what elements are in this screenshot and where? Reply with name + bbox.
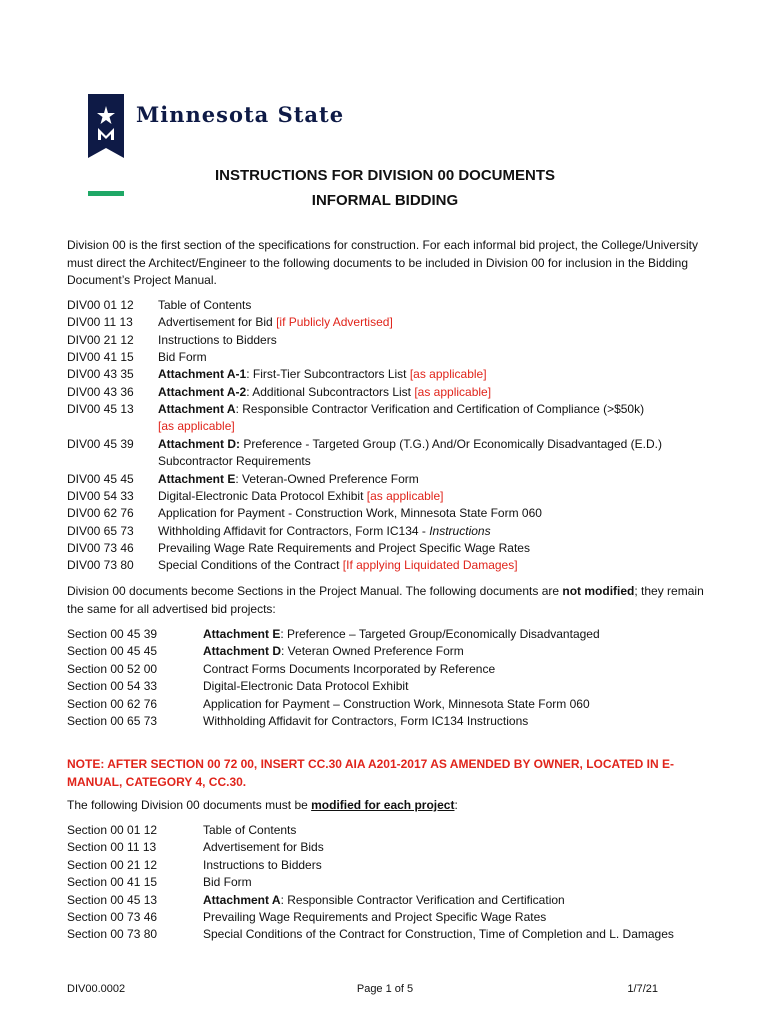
footer-doc-id: DIV00.0002 — [67, 983, 126, 995]
section-title — [203, 874, 252, 891]
section-text: : Responsible Contractor Verification and Certification of Compliance (>$50k) — [235, 402, 645, 417]
modified-paragraph — [67, 797, 707, 815]
section-code: Section 00 45 39 — [67, 627, 158, 641]
section-title — [158, 314, 393, 331]
section-text: Withholding Affidavit for Contractors, Form IC134 - — [158, 523, 430, 538]
paragraph-text: The following Division 00 documents must be — [67, 798, 312, 812]
section-code: Section 00 45 13 — [67, 892, 158, 907]
section-title — [203, 678, 408, 695]
section-code: DIV00 21 12 — [67, 332, 134, 347]
section-text: : Responsible Contractor Verification and Certification — [280, 892, 565, 907]
section-title — [203, 839, 324, 856]
applicability-note: [as applicable] — [414, 384, 492, 399]
section-title — [158, 297, 251, 314]
section-text: Table of Contents — [158, 298, 252, 312]
section-text: : Preference – Targeted Group/Economically Disadvantaged — [280, 627, 600, 641]
section-text: : Additional Subcontractors List — [246, 384, 415, 399]
attachment-label: Attachment E — [158, 471, 236, 486]
section-title — [203, 857, 322, 874]
section-text: Bid Form — [158, 350, 207, 365]
applicability-note: [as applicable] — [158, 419, 235, 434]
section-code: DIV00 62 76 — [67, 506, 134, 521]
footer-page-number: Page 1 of 5 — [356, 983, 414, 995]
intro-paragraph: Division 00 is the first section of the specifications for construction. For each informal bid project, the College/University must direct the Architect/Engineer to the following documents to be included in Division 00 for inclusion in the Bidding Document’s Project Manual. — [67, 238, 698, 287]
section-text: : First-Tier Subcontractors List — [246, 367, 410, 382]
section-title — [158, 488, 443, 505]
section-title — [203, 643, 464, 660]
section-text: : Veteran Owned Preference Form — [281, 644, 464, 659]
section-code: Section 00 73 80 — [67, 927, 158, 942]
section-text: Preference - Targeted Group (T.G.) And/Or Economically Disadvantaged (E.D.) — [240, 436, 662, 451]
section-code: Section 00 52 00 — [67, 661, 158, 676]
emphasis-text: modified for each project — [311, 798, 455, 812]
paragraph-text: : — [454, 798, 458, 812]
section-code: Section 00 45 45 — [67, 644, 158, 659]
section-title — [203, 926, 674, 943]
section-code: Section 00 54 33 — [67, 679, 158, 694]
section-title — [203, 713, 528, 730]
section-title — [158, 557, 518, 574]
section-code: DIV00 41 15 — [67, 350, 134, 365]
section-title — [203, 822, 296, 839]
section-title — [158, 471, 419, 488]
section-title — [158, 332, 277, 349]
applicability-note: [if Publicly Advertised] — [276, 315, 393, 330]
section-title — [158, 366, 487, 383]
section-code: Section 00 11 13 — [67, 840, 157, 855]
section-code: DIV00 73 80 — [67, 558, 134, 573]
section-title — [203, 661, 495, 678]
attachment-label: Attachment A — [158, 402, 236, 417]
section-text: Withholding Affidavit for Contractors, Form IC134 Instructions — [203, 714, 529, 728]
section-text: Prevailing Wage Requirements and Project Specific Wage Rates — [203, 910, 547, 924]
section-title — [203, 626, 600, 643]
section-code: DIV00 01 12 — [67, 298, 134, 312]
section-code: DIV00 54 33 — [67, 488, 134, 503]
section-text: Special Conditions of the Contract — [158, 558, 343, 573]
footer-date: 1/7/21 — [627, 983, 658, 995]
section-text: Special Conditions of the Contract for Construction, Time of Completion and L. Damages — [203, 927, 674, 942]
section-code: DIV00 73 46 — [67, 540, 134, 555]
section-code: DIV00 45 13 — [67, 402, 134, 417]
section-text: : Veteran-Owned Preference Form — [235, 471, 419, 486]
section-text: Application for Payment – Construction Work, Minnesota State Form 060 — [203, 696, 590, 711]
attachment-label: Attachment A — [203, 892, 281, 907]
section-text: Instructions to Bidders — [203, 857, 322, 872]
section-title — [203, 696, 590, 713]
attachment-label: Attachment E — [203, 627, 281, 641]
section-text: Prevailing Wage Rate Requirements and Project Specific Wage Rates — [158, 540, 530, 555]
section-code: DIV00 65 73 — [67, 523, 134, 538]
emphasis-text: not modified — [562, 584, 635, 598]
applicability-note: [If applying Liquidated Damages] — [342, 558, 518, 573]
attachment-label: Attachment D — [203, 644, 282, 659]
section-text: Advertisement for Bids — [203, 840, 324, 855]
section-code: DIV00 11 13 — [67, 315, 133, 330]
applicability-note: [as applicable] — [409, 367, 487, 382]
section-title — [158, 453, 311, 470]
document-title: INSTRUCTIONS FOR DIVISION 00 DOCUMENTS — [214, 167, 556, 184]
section-code: Section 00 62 76 — [67, 696, 158, 711]
section-code: Section 00 65 73 — [67, 714, 158, 728]
attachment-label: Attachment A-1 — [158, 367, 247, 382]
section-text: Application for Payment - Construction Work, Minnesota State Form 060 — [158, 506, 542, 521]
section-code: DIV00 45 39 — [67, 436, 134, 451]
section-text: Digital-Electronic Data Protocol Exhibit — [158, 488, 367, 503]
section-code: DIV00 43 36 — [67, 384, 134, 399]
not-modified-paragraph — [67, 583, 707, 618]
section-text: Advertisement for Bid — [158, 315, 277, 330]
section-code: DIV00 43 35 — [67, 367, 134, 382]
paragraph-text: ; they remain the same for all advertised bid projects: — [67, 584, 704, 616]
section-code: Section 00 73 46 — [67, 910, 158, 924]
section-title — [203, 892, 565, 909]
section-text: Digital-Electronic Data Protocol Exhibit — [203, 679, 409, 694]
attachment-label: Attachment D: — [158, 436, 241, 451]
section-text: Table of Contents — [203, 823, 297, 837]
section-title — [158, 436, 662, 453]
section-text: Bid Form — [203, 875, 252, 890]
section-text: Instructions to Bidders — [158, 332, 277, 347]
logo-star-m-icon — [88, 94, 124, 158]
section-text-italic: Instructions — [429, 523, 491, 538]
section-code: DIV00 45 45 — [67, 471, 134, 486]
section-text: Contract Forms Documents Incorporated by Reference — [203, 661, 496, 676]
section-title — [158, 401, 644, 418]
section-title — [158, 384, 491, 401]
section-title — [158, 349, 207, 366]
note-paragraph: NOTE: AFTER SECTION 00 72 00, INSERT CC.30 AIA A201-2017 AS AMENDED BY OWNER, LOCATED IN E-MANUAL, CATEGORY 4, CC.30. — [67, 757, 675, 789]
attachment-label: Attachment A-2 — [158, 384, 247, 399]
section-title — [158, 418, 235, 435]
section-code: Section 00 01 12 — [67, 823, 158, 837]
section-title — [158, 505, 542, 522]
paragraph-text: Division 00 documents become Sections in the Project Manual. The following documents are — [67, 584, 563, 598]
document-subtitle: INFORMAL BIDDING — [311, 192, 459, 209]
logo-wordmark: Minnesota State — [136, 102, 345, 127]
section-title — [203, 909, 546, 926]
section-text: Subcontractor Requirements — [158, 454, 311, 469]
applicability-note: [as applicable] — [366, 488, 444, 503]
section-title — [158, 540, 530, 557]
section-code: Section 00 41 15 — [67, 875, 158, 890]
section-code: Section 00 21 12 — [67, 857, 158, 872]
section-title — [158, 523, 491, 540]
